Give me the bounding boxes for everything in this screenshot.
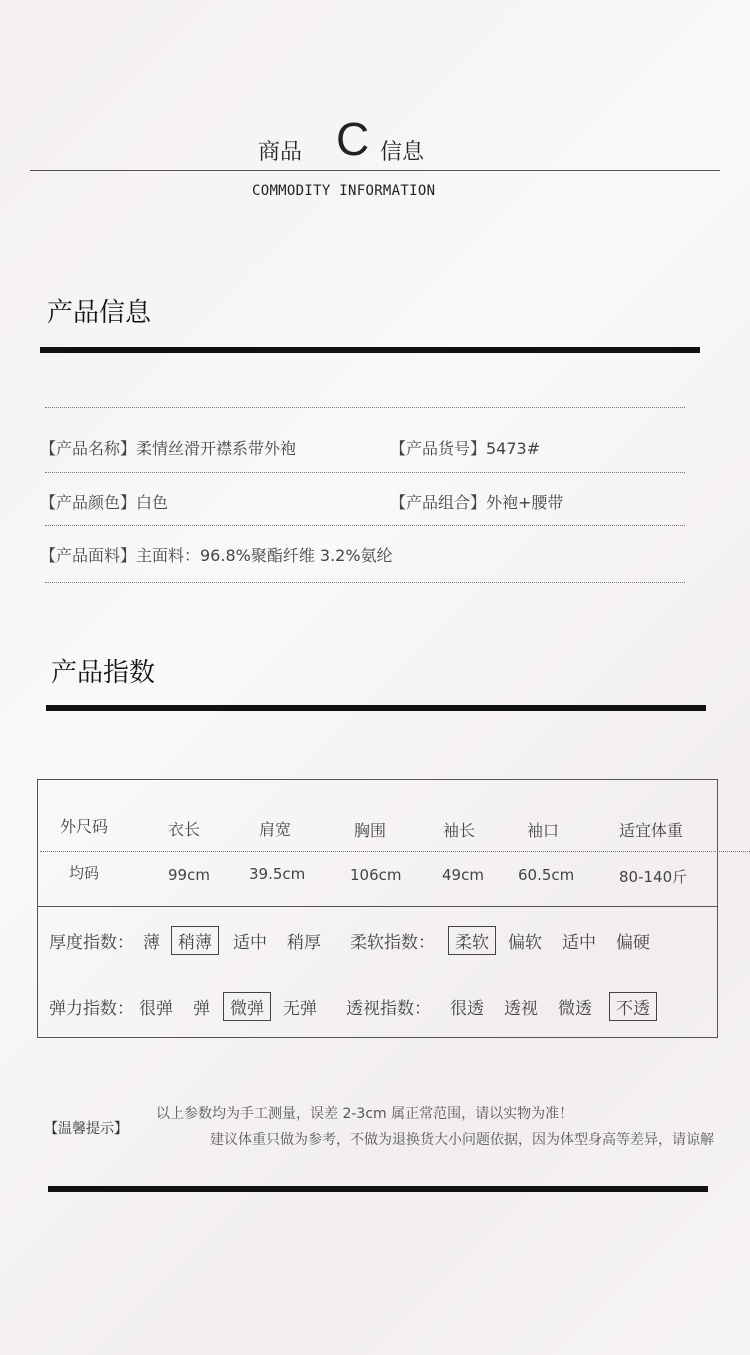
product-index-title: 产品指数: [51, 658, 156, 688]
header-title-right: 信息: [380, 140, 425, 165]
table-header: 适宜体重: [619, 821, 684, 840]
footer-bar: [48, 1186, 708, 1192]
transparency-option: 透视: [504, 999, 538, 1019]
product-combo: 【产品组合】外袍+腰带: [390, 493, 564, 512]
dotted-divider: [45, 472, 685, 473]
thickness-option-selected: 稍薄: [171, 926, 219, 955]
transparency-option-selected: 不透: [609, 992, 657, 1021]
table-divider: [37, 906, 718, 907]
transparency-option: 微透: [558, 999, 592, 1019]
elasticity-option: 无弹: [283, 999, 317, 1019]
dotted-divider: [45, 582, 685, 583]
header-subtitle: COMMODITY INFORMATION: [252, 183, 436, 199]
table-header: 肩宽: [259, 820, 292, 839]
thickness-option: 稍厚: [287, 933, 321, 953]
table-header: 袖长: [443, 821, 476, 840]
thickness-option: 适中: [233, 933, 267, 953]
header-title-left: 商品: [258, 140, 303, 165]
table-cell: 39.5cm: [249, 865, 306, 883]
tips-label: 【温馨提示】: [44, 1121, 128, 1137]
dotted-divider: [45, 525, 685, 526]
product-fabric: 【产品面料】主面料：96.8%聚酯纤维 3.2%氨纶: [40, 546, 393, 565]
table-cell: 99cm: [168, 866, 210, 884]
table-dotted-divider: [40, 851, 750, 852]
tips-line-1: 以上参数均为手工测量，误差 2-3cm 属正常范围，请以实物为准！: [156, 1106, 574, 1122]
dotted-divider: [45, 407, 685, 408]
tips-line-2: 建议体重只做为参考，不做为退换货大小问题依据，因为体型身高等差异，请谅解: [210, 1132, 714, 1148]
elasticity-label: 弹力指数：: [49, 999, 134, 1019]
thickness-option: 薄: [143, 933, 160, 953]
softness-option: 适中: [562, 933, 596, 953]
table-header: 衣长: [168, 820, 201, 839]
table-cell: 80-140斤: [619, 868, 688, 886]
elasticity-option: 很弹: [139, 999, 173, 1019]
elasticity-option: 弹: [193, 999, 210, 1019]
product-color: 【产品颜色】白色: [40, 493, 169, 512]
table-header: 胸围: [354, 821, 387, 840]
table-cell: 106cm: [350, 866, 402, 884]
elasticity-option-selected: 微弹: [223, 992, 271, 1021]
table-cell: 均码: [69, 864, 100, 882]
table-header: 袖口: [527, 821, 560, 840]
product-info-bar: [40, 347, 700, 353]
softness-option-selected: 柔软: [448, 926, 496, 955]
header-title-letter: C: [336, 113, 370, 165]
table-cell: 49cm: [442, 866, 484, 884]
thickness-label: 厚度指数：: [49, 933, 134, 953]
product-info-title: 产品信息: [47, 298, 152, 328]
product-index-bar: [46, 705, 706, 711]
product-item-no: 【产品货号】5473#: [390, 439, 541, 458]
softness-option: 偏硬: [616, 933, 650, 953]
transparency-label: 透视指数：: [346, 999, 431, 1019]
product-name: 【产品名称】柔情丝滑开襟系带外袍: [40, 439, 297, 458]
transparency-option: 很透: [450, 999, 484, 1019]
table-header: 外尺码: [60, 817, 109, 836]
table-cell: 60.5cm: [518, 866, 575, 884]
softness-label: 柔软指数：: [350, 933, 435, 953]
header-divider: [30, 170, 720, 171]
softness-option: 偏软: [508, 933, 542, 953]
